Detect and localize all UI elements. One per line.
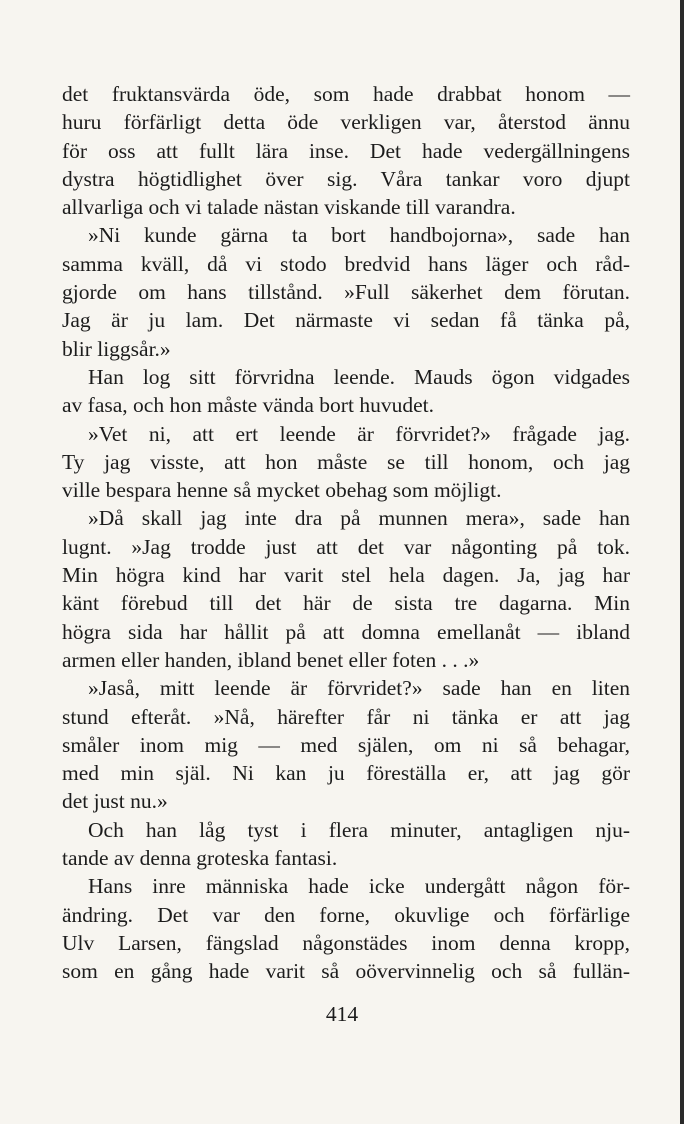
text-line: som en gång hade varit så oövervinnelig och så fullän-: [62, 959, 630, 984]
text-line: »Ni kunde gärna ta bort handbojorna», sade han: [88, 223, 630, 248]
text-line: stund efteråt. »Nå, härefter får ni tänka er att jag: [62, 704, 630, 729]
text-line: armen eller handen, ibland benet eller foten . . .»: [62, 647, 480, 672]
text-line: Ulv Larsen, fängslad någonstädes inom denna kropp,: [62, 930, 630, 955]
text-line: »Då skall jag inte dra på munnen mera», sade han: [88, 506, 630, 531]
text-line: »Vet ni, att ert leende är förvridet?» frågade jag.: [88, 421, 630, 446]
text-line: Hans inre människa hade icke undergått någon för-: [88, 874, 630, 899]
text-line: högra sida har hållit på att domna emellanåt — ibland: [62, 619, 630, 644]
body-text: [62, 80, 630, 986]
text-line: det fruktansvärda öde, som hade drabbat honom —: [62, 82, 630, 106]
text-line: ändring. Det var den forne, okuvlige och förfärlige: [62, 902, 630, 927]
text-line: för oss att fullt lära inse. Det hade vedergällningens: [62, 138, 630, 163]
text-line: samma kväll, då vi stodo bredvid hans läger och råd-: [62, 251, 630, 276]
text-line: med min själ. Ni kan ju föreställa er, att jag gör: [62, 761, 630, 786]
text-line: blir liggsår.»: [62, 336, 171, 361]
text-line: huru förfärligt detta öde verkligen var, återstod ännu: [62, 110, 630, 135]
text-line: Ty jag visste, att hon måste se till honom, och jag: [62, 449, 630, 474]
text-line: »Jaså, mitt leende är förvridet?» sade han en liten: [88, 676, 630, 701]
text-line: dystra högtidlighet över sig. Våra tankar voro djupt: [62, 166, 630, 191]
text-line: av fasa, och hon måste vända bort huvudet.: [62, 393, 434, 418]
text-line: gjorde om hans tillstånd. »Full säkerhet dem förutan.: [62, 280, 630, 305]
text-line: Min högra kind har varit stel hela dagen. Ja, jag har: [62, 563, 630, 588]
page-edge: [680, 0, 684, 1124]
text-line: Han log sitt förvridna leende. Mauds ögon vidgades: [88, 364, 630, 389]
text-line: det just nu.»: [62, 789, 168, 814]
text-line: ville bespara henne så mycket obehag som möjligt.: [62, 478, 502, 503]
text-line: allvarliga och vi talade nästan viskande till varandra.: [62, 195, 516, 220]
text-line: Och han låg tyst i flera minuter, antagligen nju-: [88, 817, 630, 842]
text-line: Jag är ju lam. Det närmaste vi sedan få tänka på,: [62, 308, 630, 333]
text-line: känt förebud till det här de sista tre dagarna. Min: [62, 591, 630, 616]
text-line: småler inom mig — med själen, om ni så behagar,: [62, 732, 630, 757]
text-line: lugnt. »Jag trodde just att det var någonting på tok.: [62, 534, 630, 559]
page-number: 414: [325, 1002, 359, 1026]
text-line: tande av denna groteska fantasi.: [62, 846, 338, 871]
